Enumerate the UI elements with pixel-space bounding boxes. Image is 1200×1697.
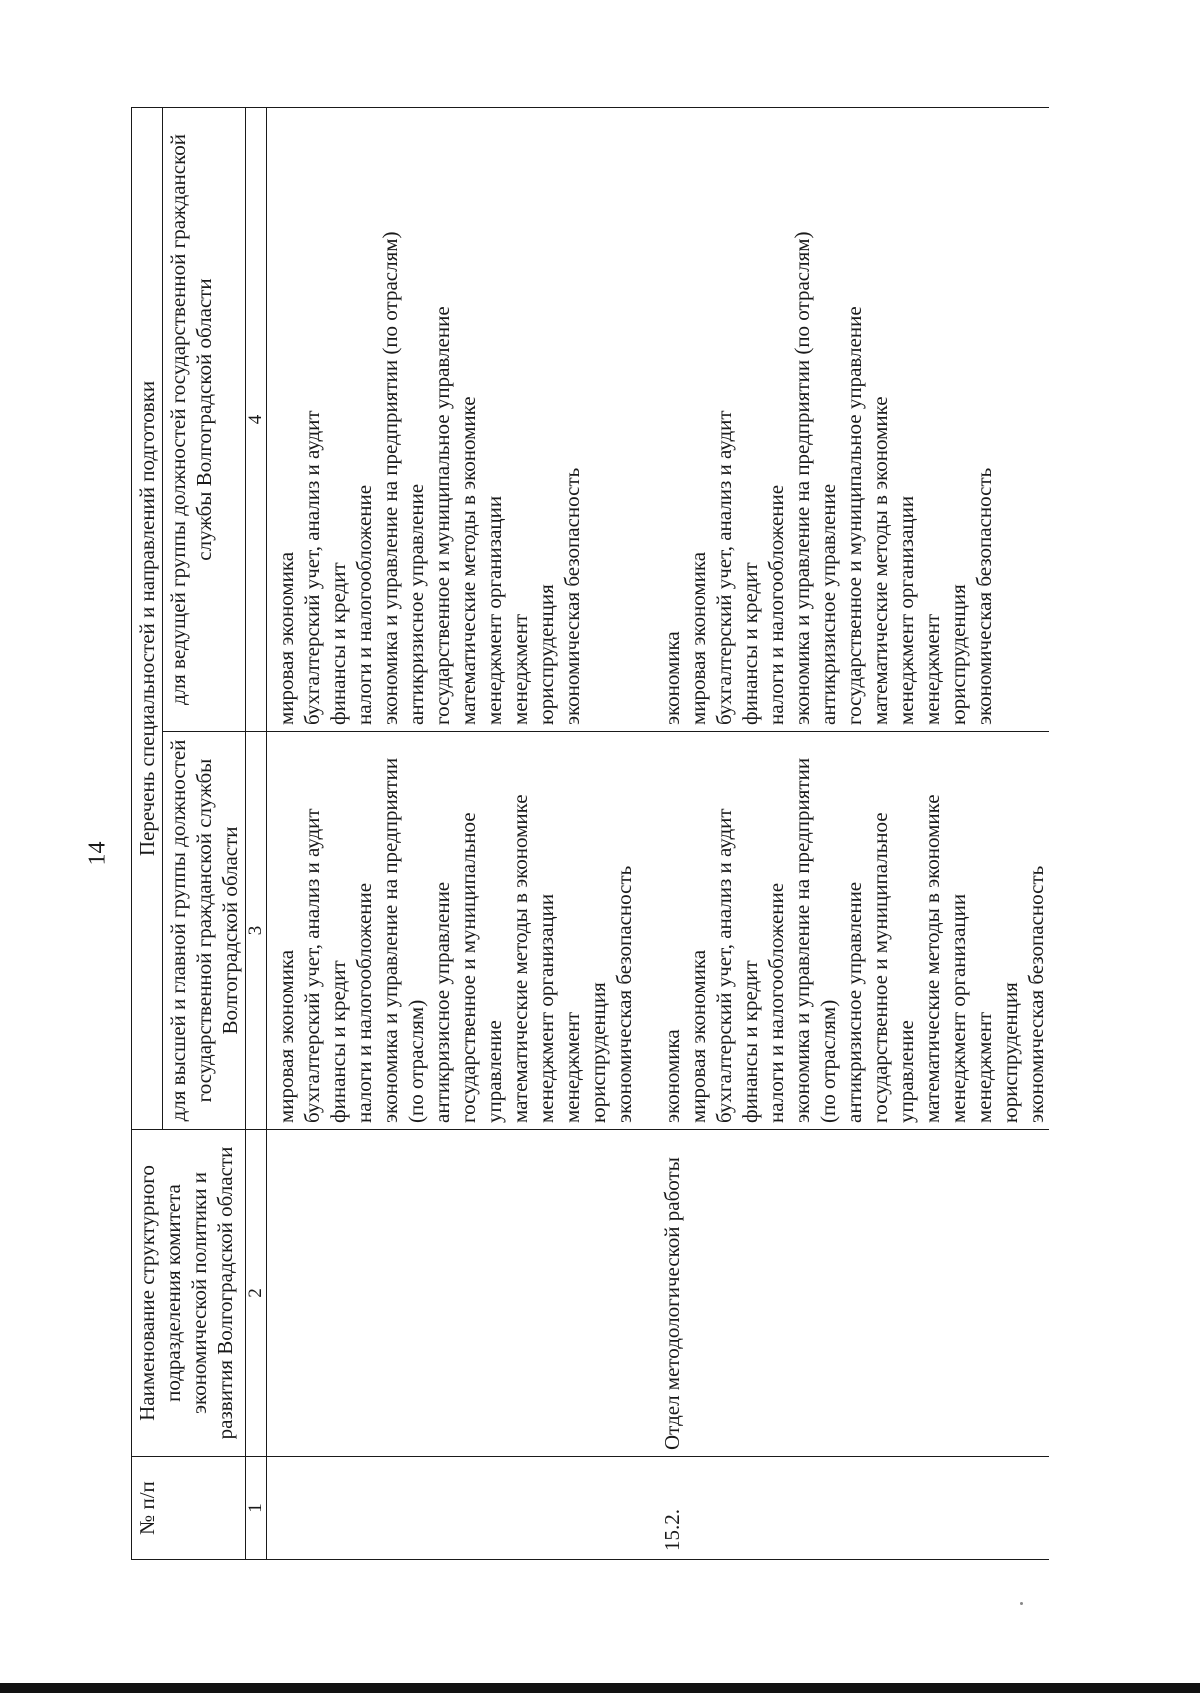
specialty-item: мировая экономика: [274, 551, 298, 725]
table-row: [267, 108, 638, 1560]
specialty-item: менеджмент организации: [482, 495, 506, 725]
scan-speck: [1020, 1602, 1023, 1605]
specialty-item: бухгалтерский учет, анализ и аудит: [712, 808, 736, 1123]
scan-edge-bar: [0, 1683, 1200, 1693]
specialty-item: юриспруденция: [534, 584, 558, 725]
row-leading-specialties: [659, 108, 1049, 732]
specialty-item: государственное и муниципальное управление: [868, 812, 918, 1123]
specialty-list: [659, 114, 997, 725]
header-leading-group: для ведущей группы должностей государственной гражданской службы Волгоградской области: [163, 108, 246, 732]
specialty-item: финансы и кредит: [738, 960, 762, 1123]
specialty-item: математические методы в экономике: [456, 396, 480, 725]
column-number-2: 2: [246, 1130, 267, 1457]
header-number: № п/п: [132, 1457, 246, 1560]
specialty-item: экономическая безопасность: [1024, 865, 1048, 1123]
row-senior-specialties: [659, 732, 1049, 1130]
specialty-item: экономика и управление на предприятии (по отраслям): [378, 757, 428, 1123]
specialty-item: антикризисное управление: [842, 881, 866, 1123]
specialty-item: математические методы в экономике: [920, 794, 944, 1123]
specialty-item: антикризисное управление: [430, 881, 454, 1123]
specialty-item: юриспруденция: [946, 584, 970, 725]
rotated-sheet: [131, 108, 1081, 1560]
specialty-item: менеджмент: [920, 613, 944, 725]
header-department-name: Наименование структурного подразделения комитета экономической политики и развития Волгоградской области: [132, 1130, 246, 1457]
specialty-item: налоги и налогообложение: [764, 882, 788, 1123]
row-leading-specialties: [267, 108, 638, 732]
specialty-item: экономика: [660, 1029, 684, 1123]
specialty-item: финансы и кредит: [326, 960, 350, 1123]
page-number: 14: [84, 841, 111, 866]
specialty-item: менеджмент: [560, 1011, 584, 1123]
specialty-item: государственное и муниципальное управление: [456, 812, 506, 1123]
specialty-list: [273, 738, 637, 1123]
specialty-item: математические методы в экономике: [868, 396, 892, 725]
row-spacer: [637, 108, 659, 1560]
specialty-item: экономическая безопасность: [560, 467, 584, 725]
specialty-item: менеджмент: [508, 613, 532, 725]
specialty-item: мировая экономика: [686, 551, 710, 725]
specialty-item: государственное и муниципальное управление: [430, 306, 454, 725]
specialty-item: налоги и налогообложение: [352, 484, 376, 725]
specialty-item: государственное и муниципальное управление: [842, 306, 866, 725]
row-department-name: [267, 1130, 638, 1457]
specialty-item: менеджмент организации: [894, 495, 918, 725]
specialty-item: антикризисное управление: [816, 483, 840, 725]
specialties-table: [131, 107, 1049, 1560]
specialty-list: [659, 738, 1049, 1123]
specialty-item: бухгалтерский учет, анализ и аудит: [712, 410, 736, 725]
row-number: 15.2.: [659, 1457, 1049, 1560]
specialty-item: налоги и налогообложение: [764, 484, 788, 725]
specialty-item: менеджмент: [972, 1011, 996, 1123]
row-department-name: Отдел методологической работы: [659, 1130, 1049, 1457]
specialty-item: юриспруденция: [998, 982, 1022, 1123]
header-specialties-group: Перечень специальностей и направлений подготовки: [132, 108, 163, 1130]
specialty-item: экономика и управление на предприятии (по отраслям): [378, 231, 402, 725]
specialty-item: финансы и кредит: [738, 562, 762, 725]
specialty-list: [273, 114, 585, 725]
row-number: [267, 1457, 638, 1560]
specialty-item: экономика: [660, 631, 684, 725]
specialty-item: экономика и управление на предприятии (по отраслям): [790, 231, 814, 725]
specialty-item: экономика и управление на предприятии (по отраслям): [790, 757, 840, 1123]
table-row: [659, 108, 1049, 1560]
specialty-item: менеджмент организации: [946, 893, 970, 1123]
row-senior-specialties: [267, 732, 638, 1130]
column-number-1: 1: [246, 1457, 267, 1560]
specialty-item: финансы и кредит: [326, 562, 350, 725]
specialty-item: мировая экономика: [686, 949, 710, 1123]
specialty-item: бухгалтерский учет, анализ и аудит: [300, 808, 324, 1123]
specialty-item: менеджмент организации: [534, 893, 558, 1123]
specialty-item: антикризисное управление: [404, 483, 428, 725]
header-senior-group: для высшей и главной группы должностей государственной гражданской службы Волгоградской области: [163, 732, 246, 1130]
specialty-item: бухгалтерский учет, анализ и аудит: [300, 410, 324, 725]
specialty-item: юриспруденция: [586, 982, 610, 1123]
column-number-3: 3: [246, 732, 267, 1130]
specialty-item: экономическая безопасность: [612, 865, 636, 1123]
specialty-item: математические методы в экономике: [508, 794, 532, 1123]
specialty-item: экономическая безопасность: [972, 467, 996, 725]
specialty-item: мировая экономика: [274, 949, 298, 1123]
specialty-item: налоги и налогообложение: [352, 882, 376, 1123]
column-number-4: 4: [246, 108, 267, 732]
